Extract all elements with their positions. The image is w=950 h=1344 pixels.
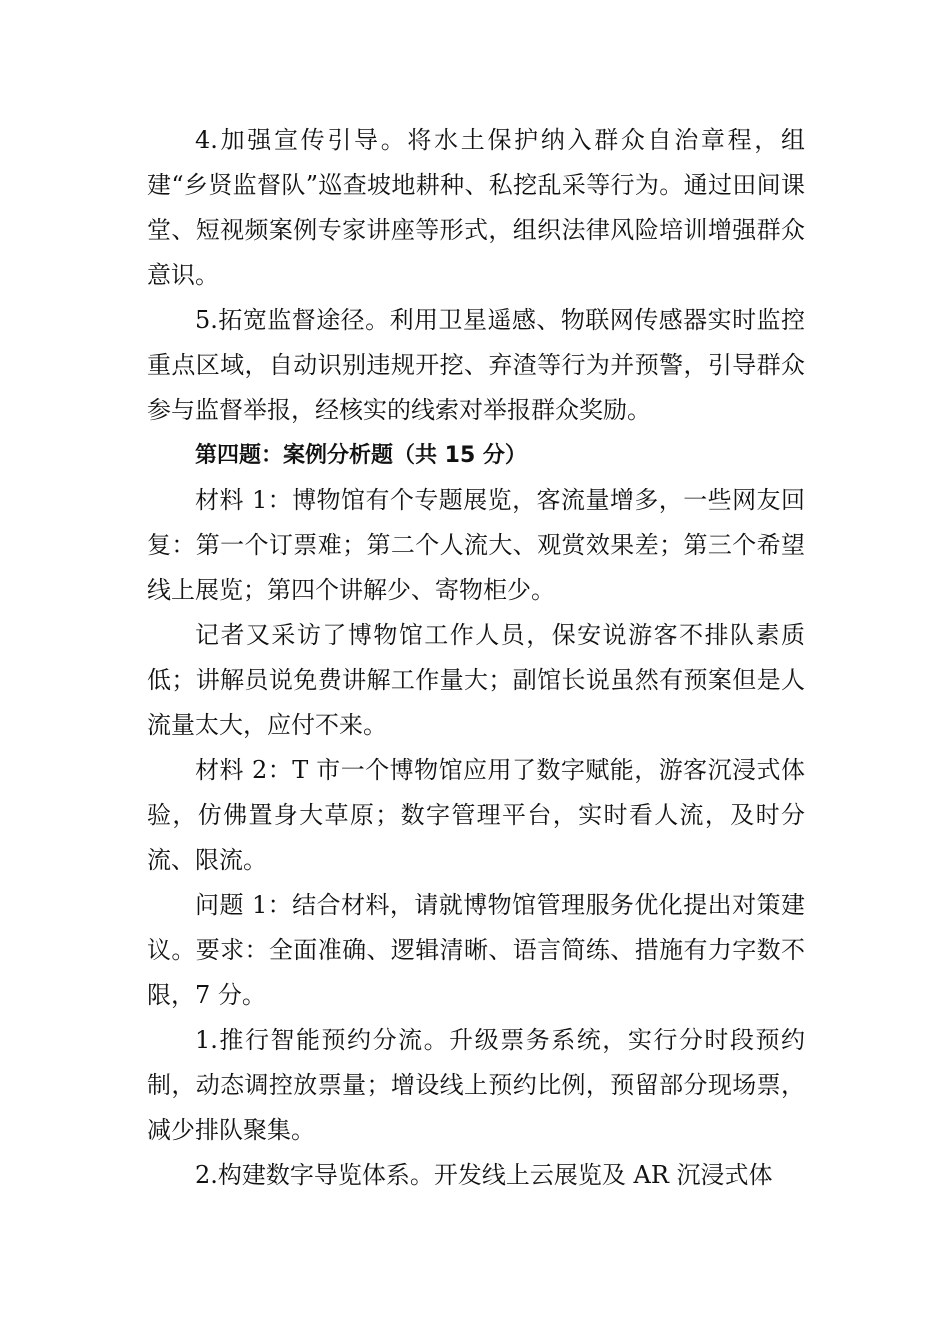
point-5-supervision-paragraph: 5.拓宽监督途径。利用卫星遥感、物联网传感器实时监控重点区域，自动识别违规开挖、弃渣等行为并预警，引导群众参与监督举报，经核实的线索对举报群众奖励。: [147, 306, 805, 424]
document-body: [147, 118, 805, 1198]
material-1-paragraph: 材料 1：博物馆有个专题展览，客流量增多，一些网友回复：第一个订票难；第二个人流大、观赏效果差；第三个希望线上展览；第四个讲解少、寄物柜少。: [147, 486, 805, 604]
question-1-paragraph: 问题 1：结合材料，请就博物馆管理服务优化提出对策建议。要求：全面准确、逻辑清晰、语言简练、措施有力字数不限，7 分。: [147, 891, 805, 1009]
answer-point-2-paragraph: 2.构建数字导览体系。开发线上云展览及 AR 沉浸式体: [195, 1161, 773, 1189]
point-4-publicity-paragraph: 4.加强宣传引导。将水土保护纳入群众自治章程，组建“乡贤监督队”巡查坡地耕种、私挖乱采等行为。通过田间课堂、短视频案例专家讲座等形式，组织法律风险培训增强群众意识。: [147, 126, 805, 289]
reporter-interview-paragraph: 记者又采访了博物馆工作人员，保安说游客不排队素质低；讲解员说免费讲解工作量大；副馆长说虽然有预案但是人流量太大，应付不来。: [147, 621, 805, 739]
material-2-paragraph: 材料 2：T 市一个博物馆应用了数字赋能，游客沉浸式体验，仿佛置身大草原；数字管理平台，实时看人流，及时分流、限流。: [147, 756, 805, 874]
answer-point-1-paragraph: 1.推行智能预约分流。升级票务系统，实行分时段预约制，动态调控放票量；增设线上预约比例，预留部分现场票，减少排队聚集。: [147, 1026, 805, 1144]
section-heading-question-4: 第四题：案例分析题（共 15 分）: [195, 443, 527, 468]
